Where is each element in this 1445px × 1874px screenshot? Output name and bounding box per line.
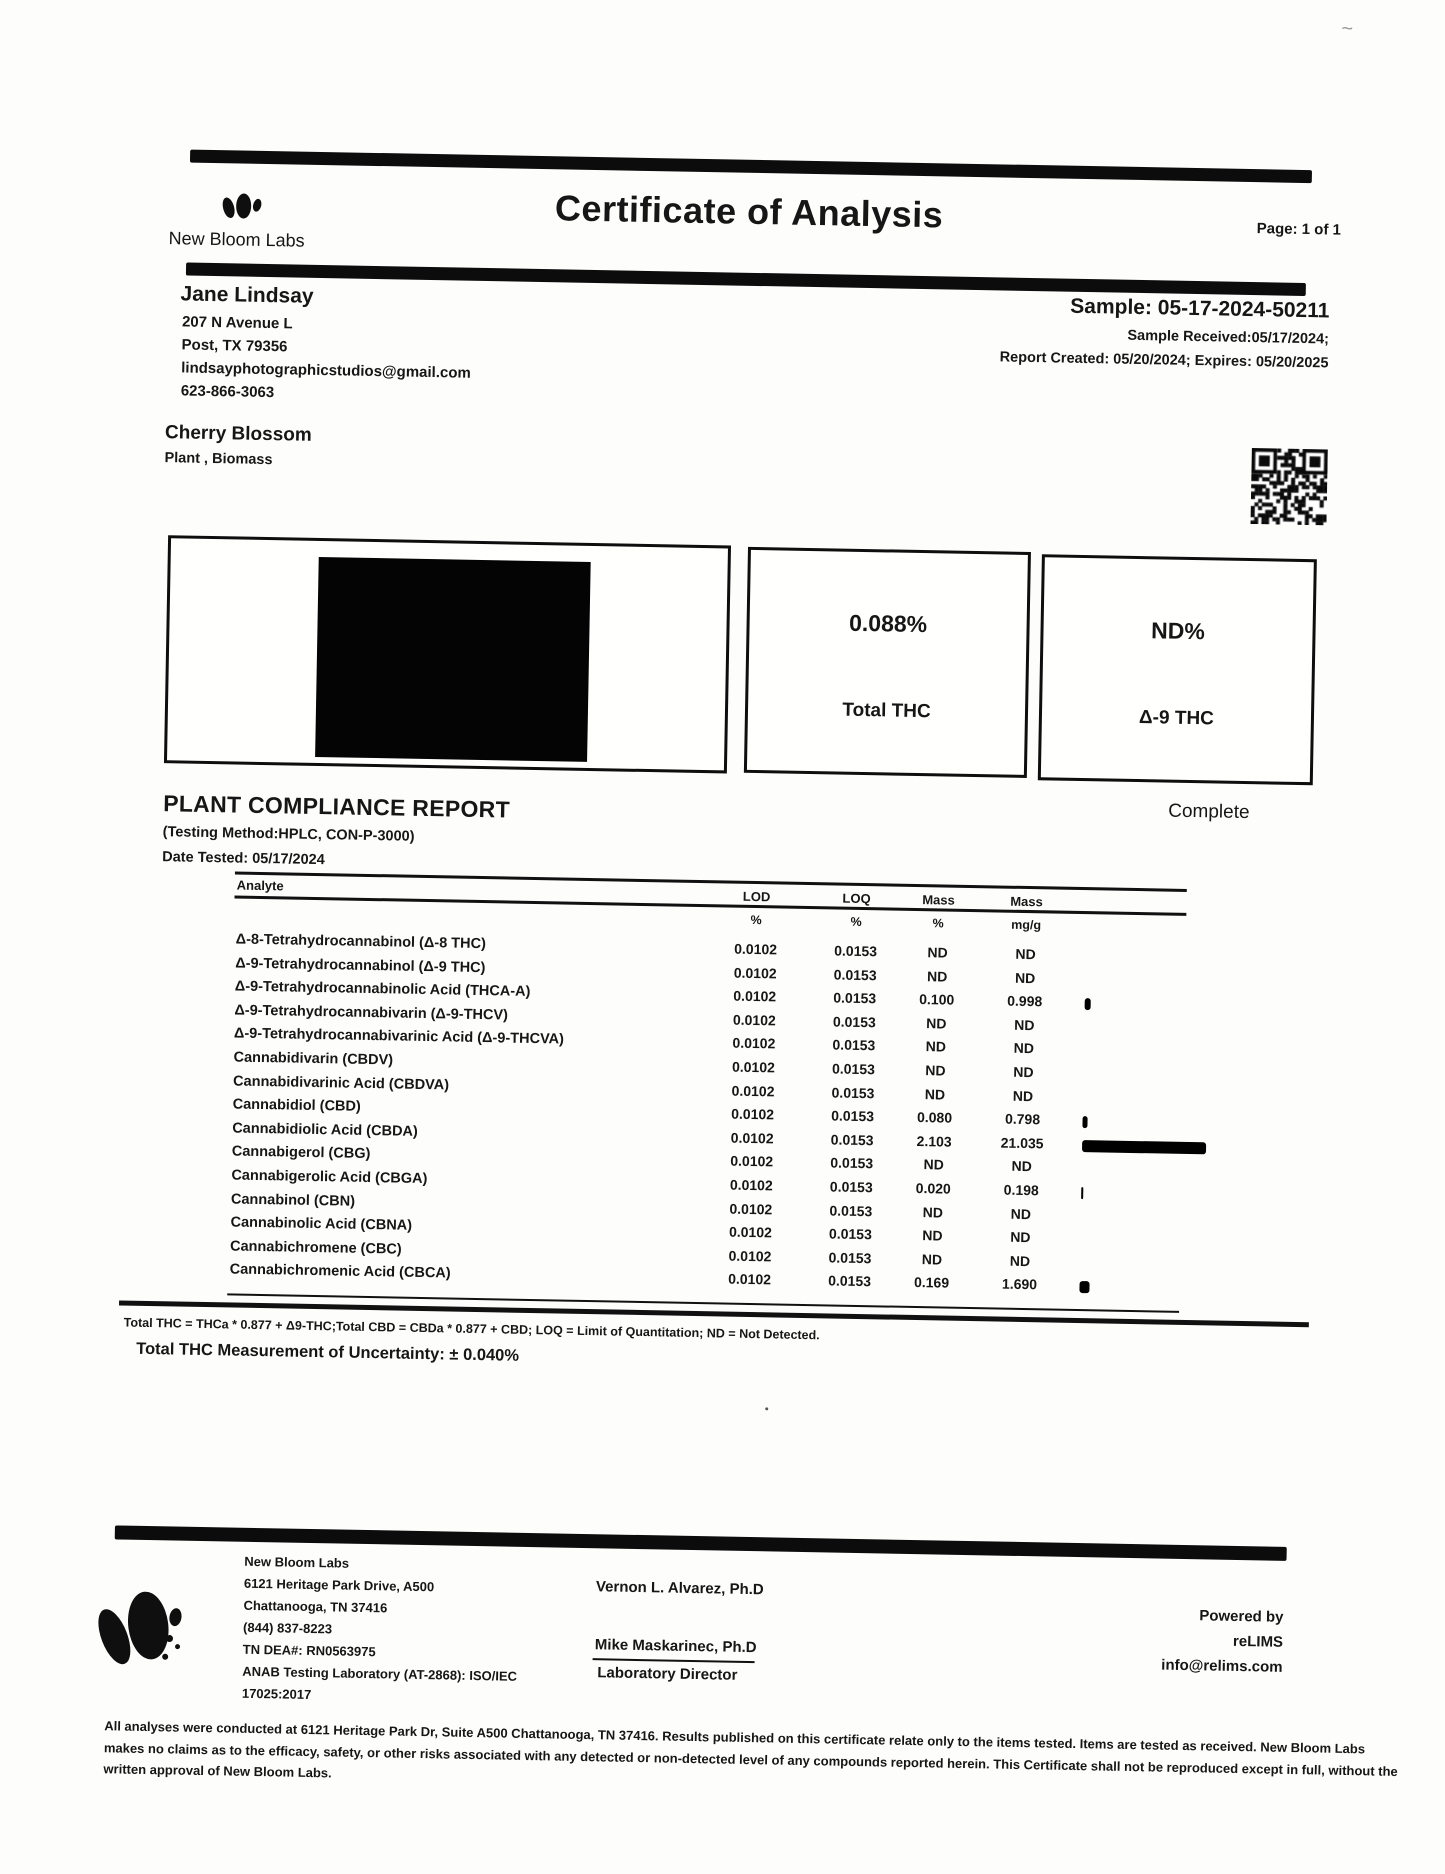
- customer-name: Jane Lindsay: [180, 282, 314, 308]
- analyte-loq: 0.0153: [828, 1272, 872, 1290]
- mass-bar: [1081, 1187, 1083, 1199]
- analyte-lod: 0.0102: [729, 1176, 773, 1194]
- col-header-loq: LOQ: [842, 890, 871, 907]
- analyte-mass-mgg: ND: [1012, 1087, 1034, 1104]
- sample-photo-redacted: [315, 557, 591, 762]
- analyte-name: Cannabigerol (CBG): [231, 1143, 371, 1163]
- uncertainty-note: Total THC Measurement of Uncertainty: ± 0.040%: [136, 1339, 520, 1365]
- analyte-mass-mgg: ND: [1014, 1016, 1035, 1033]
- footer-bloom-logo-icon: [96, 1581, 194, 1683]
- mass-bar: [1085, 998, 1091, 1010]
- analyte-name: Δ-9-Tetrahydrocannabivarinic Acid (Δ-9-THCVA): [233, 1025, 565, 1048]
- footer-address1: 6121 Heritage Park Drive, A500: [243, 1575, 435, 1595]
- analyte-mass-pct: ND: [926, 967, 948, 985]
- table-rule-top: [235, 871, 1187, 891]
- page-title: Certificate of Analysis: [554, 187, 944, 236]
- total-thc-value: 0.088%: [848, 609, 928, 638]
- analyte-lod: 0.0102: [730, 1152, 774, 1170]
- new-bloom-labs-logo-icon: [221, 191, 266, 222]
- analyte-lod: 0.0102: [728, 1247, 772, 1265]
- analyte-mass-mgg: ND: [1015, 945, 1036, 963]
- analyte-rows: [119, 930, 1320, 1306]
- mass-bar: [1079, 1281, 1089, 1293]
- analyte-mass-mgg: ND: [1013, 1040, 1035, 1057]
- analyte-lod: 0.0102: [734, 940, 778, 958]
- powered-by-email: info@relims.com: [1161, 1656, 1283, 1676]
- analyte-mass-pct: 2.103: [916, 1132, 952, 1150]
- analyte-name: Cannabichromenic Acid (CBCA): [229, 1261, 451, 1282]
- unit-loq: %: [850, 914, 862, 929]
- powered-by-label: Powered by: [1199, 1607, 1284, 1626]
- analyte-mass-pct: ND: [925, 1038, 947, 1055]
- analyte-loq: 0.0153: [831, 1084, 875, 1101]
- analyte-name: Cannabidivarin (CBDV): [233, 1049, 394, 1069]
- signer-2-title: Laboratory Director: [597, 1664, 738, 1684]
- analyte-name: Δ-8-Tetrahydrocannabinol (Δ-8 THC): [235, 931, 487, 953]
- analyte-mass-mgg: ND: [1010, 1205, 1032, 1222]
- sample-id: Sample: 05-17-2024-50211: [1070, 294, 1330, 323]
- total-thc-label: Total THC: [842, 699, 931, 723]
- sample-photo-box: [164, 535, 731, 773]
- scan-artifact-tilde: ~: [1341, 18, 1353, 40]
- footer-accreditation1: ANAB Testing Laboratory (AT-2868): ISO/IEC: [242, 1663, 518, 1684]
- analyte-name: Δ-9-Tetrahydrocannabinolic Acid (THCA-A): [234, 978, 531, 1001]
- d9-thc-value: ND%: [1150, 617, 1206, 645]
- analyte-mass-pct: ND: [926, 1014, 947, 1032]
- d9-thc-box: [1038, 554, 1317, 785]
- page-number: Page: 1 of 1: [1256, 220, 1342, 239]
- analyte-loq: 0.0153: [834, 942, 878, 960]
- analyte-table: [127, 868, 1322, 1293]
- analyte-name: Δ-9-Tetrahydrocannabivarin (Δ-9-THCV): [234, 1002, 509, 1024]
- header-bottom-rule: [186, 262, 1306, 296]
- analyte-lod: 0.0102: [730, 1129, 774, 1147]
- mass-bar: [1082, 1140, 1206, 1154]
- col-header-lod: LOD: [742, 888, 771, 905]
- analyte-name: Cannabichromene (CBC): [229, 1238, 402, 1258]
- unit-mass-pct: %: [932, 916, 944, 931]
- analyte-loq: 0.0153: [830, 1154, 874, 1172]
- analyte-lod: 0.0102: [732, 1011, 776, 1029]
- unit-mass-mgg: mg/g: [1011, 917, 1042, 933]
- powered-by-product: reLIMS: [1232, 1632, 1284, 1651]
- analyte-name: Δ-9-Tetrahydrocannabinol (Δ-9 THC): [235, 955, 486, 976]
- customer-email: lindsayphotographicstudios@gmail.com: [181, 359, 471, 382]
- analyte-loq: 0.0153: [831, 1060, 876, 1078]
- footer-lab-name: New Bloom Labs: [244, 1553, 350, 1571]
- signer-2: Mike Maskarinec, Ph.D: [594, 1636, 757, 1657]
- disclaimer-text: All analyses were conducted at 6121 Heritage Park Dr, Suite A500 Chattanooga, TN 37416. Results published on this certificate relate only to the items tested. Items are tested as received. New Bloom Labs makes no claims as to the efficacy, safety, or other risks associated with any detected or non-detected level of any compounds reported herein. This Certificate shall not be reproduced except in full, without the written approval of New Bloom Labs.: [103, 1718, 1398, 1781]
- customer-phone: 623-866-3063: [180, 382, 275, 402]
- analyte-loq: 0.0153: [829, 1201, 873, 1219]
- footer-dea-number: TN DEA#: RN0563975: [242, 1641, 376, 1660]
- table-rule-header: [234, 895, 1186, 915]
- sample-matrix: Plant , Biomass: [164, 450, 273, 469]
- col-header-analyte: Analyte: [236, 877, 284, 894]
- date-tested: Date Tested: 05/17/2024: [162, 849, 325, 869]
- analyte-loq: 0.0153: [833, 989, 877, 1007]
- analyte-mass-pct: ND: [922, 1203, 944, 1221]
- testing-method: (Testing Method:HPLC, CON-P-3000): [162, 824, 415, 845]
- analyte-mass-pct: ND: [922, 1227, 943, 1244]
- analyte-lod: 0.0102: [729, 1200, 773, 1217]
- mass-bar: [1082, 1116, 1087, 1128]
- analyte-mass-mgg: 1.690: [1001, 1275, 1038, 1293]
- analyte-lod: 0.0102: [733, 964, 777, 982]
- analyte-mass-mgg: 0.798: [1004, 1110, 1041, 1128]
- analyte-lod: 0.0102: [731, 1058, 776, 1076]
- analyte-mass-pct: ND: [924, 1085, 946, 1103]
- col-header-mass-mgg: Mass: [1010, 893, 1043, 910]
- analyte-mass-pct: 0.080: [916, 1109, 953, 1126]
- report-status: Complete: [1168, 800, 1250, 824]
- analyte-loq: 0.0153: [833, 966, 877, 983]
- lab-name-header: New Bloom Labs: [168, 228, 305, 251]
- analyte-lod: 0.0102: [728, 1223, 773, 1241]
- analyte-mass-mgg: 0.998: [1007, 992, 1043, 1010]
- analyte-mass-mgg: ND: [1009, 1252, 1031, 1269]
- analyte-mass-pct: ND: [923, 1156, 944, 1173]
- analyte-mass-pct: 0.100: [919, 991, 955, 1008]
- unit-lod: %: [750, 912, 762, 928]
- total-thc-box: [744, 547, 1031, 778]
- analyte-name: Cannabidiol (CBD): [232, 1096, 361, 1115]
- analyte-loq: 0.0153: [828, 1225, 872, 1243]
- analyte-loq: 0.0153: [829, 1178, 873, 1196]
- analyte-loq: 0.0153: [832, 1036, 876, 1054]
- analyte-mass-pct: ND: [925, 1062, 946, 1079]
- analyte-loq: 0.0153: [831, 1107, 875, 1125]
- analyte-mass-pct: 0.169: [913, 1274, 950, 1291]
- analyte-mass-mgg: ND: [1010, 1228, 1031, 1246]
- header-top-rule: [190, 150, 1312, 184]
- analyte-loq: 0.0153: [832, 1013, 876, 1031]
- analyte-mass-mgg: 0.198: [1003, 1181, 1039, 1199]
- signature-line: [593, 1658, 755, 1663]
- analyte-mass-pct: ND: [921, 1250, 943, 1268]
- analyte-mass-mgg: 21.035: [1000, 1134, 1044, 1152]
- sample-received-date: Sample Received:05/17/2024;: [1127, 327, 1330, 348]
- report-created-expires: Report Created: 05/20/2024; Expires: 05/20/2025: [999, 349, 1329, 372]
- report-title: PLANT COMPLIANCE REPORT: [162, 790, 511, 823]
- analyte-name: Cannabigerolic Acid (CBGA): [231, 1167, 428, 1188]
- analyte-name: Cannabidivarinic Acid (CBDVA): [232, 1073, 450, 1094]
- analyte-lod: 0.0102: [731, 1105, 775, 1123]
- signer-1: Vernon L. Alvarez, Ph.D: [595, 1578, 764, 1599]
- customer-address-line1: 207 N Avenue L: [181, 313, 293, 333]
- footer-accreditation2: 17025:2017: [241, 1685, 312, 1703]
- thc-formula-footnote: Total THC = THCa * 0.877 + Δ9-THC;Total CBD = CBDa * 0.877 + CBD; LOQ = Limit of Quantitation; ND = Not Detected.: [123, 1315, 820, 1343]
- col-header-mass-pct: Mass: [922, 892, 955, 908]
- analyte-loq: 0.0153: [828, 1249, 872, 1266]
- d9-thc-label: Δ-9 THC: [1138, 707, 1215, 730]
- sample-name: Cherry Blossom: [164, 422, 312, 446]
- analyte-name: Cannabinolic Acid (CBNA): [230, 1214, 413, 1234]
- analyte-mass-mgg: ND: [1014, 969, 1036, 986]
- analyte-name: Cannabidiolic Acid (CBDA): [232, 1120, 418, 1140]
- analyte-lod: 0.0102: [733, 987, 777, 1005]
- scan-artifact-dot: [765, 1407, 768, 1410]
- footer-phone: (844) 837-8223: [242, 1619, 333, 1637]
- analyte-lod: 0.0102: [731, 1082, 775, 1099]
- analyte-lod: 0.0102: [728, 1270, 772, 1288]
- analyte-name: Cannabinol (CBN): [230, 1191, 356, 1210]
- analyte-mass-mgg: ND: [1013, 1063, 1034, 1081]
- analyte-mass-pct: 0.020: [915, 1179, 951, 1197]
- analyte-loq: 0.0153: [830, 1131, 874, 1148]
- customer-address-line2: Post, TX 79356: [181, 336, 288, 356]
- footer-address2: Chattanooga, TN 37416: [243, 1597, 388, 1616]
- analyte-lod: 0.0102: [732, 1035, 776, 1052]
- qr-code: [1251, 448, 1328, 525]
- analyte-mass-mgg: ND: [1011, 1158, 1032, 1175]
- analyte-mass-pct: ND: [927, 944, 948, 961]
